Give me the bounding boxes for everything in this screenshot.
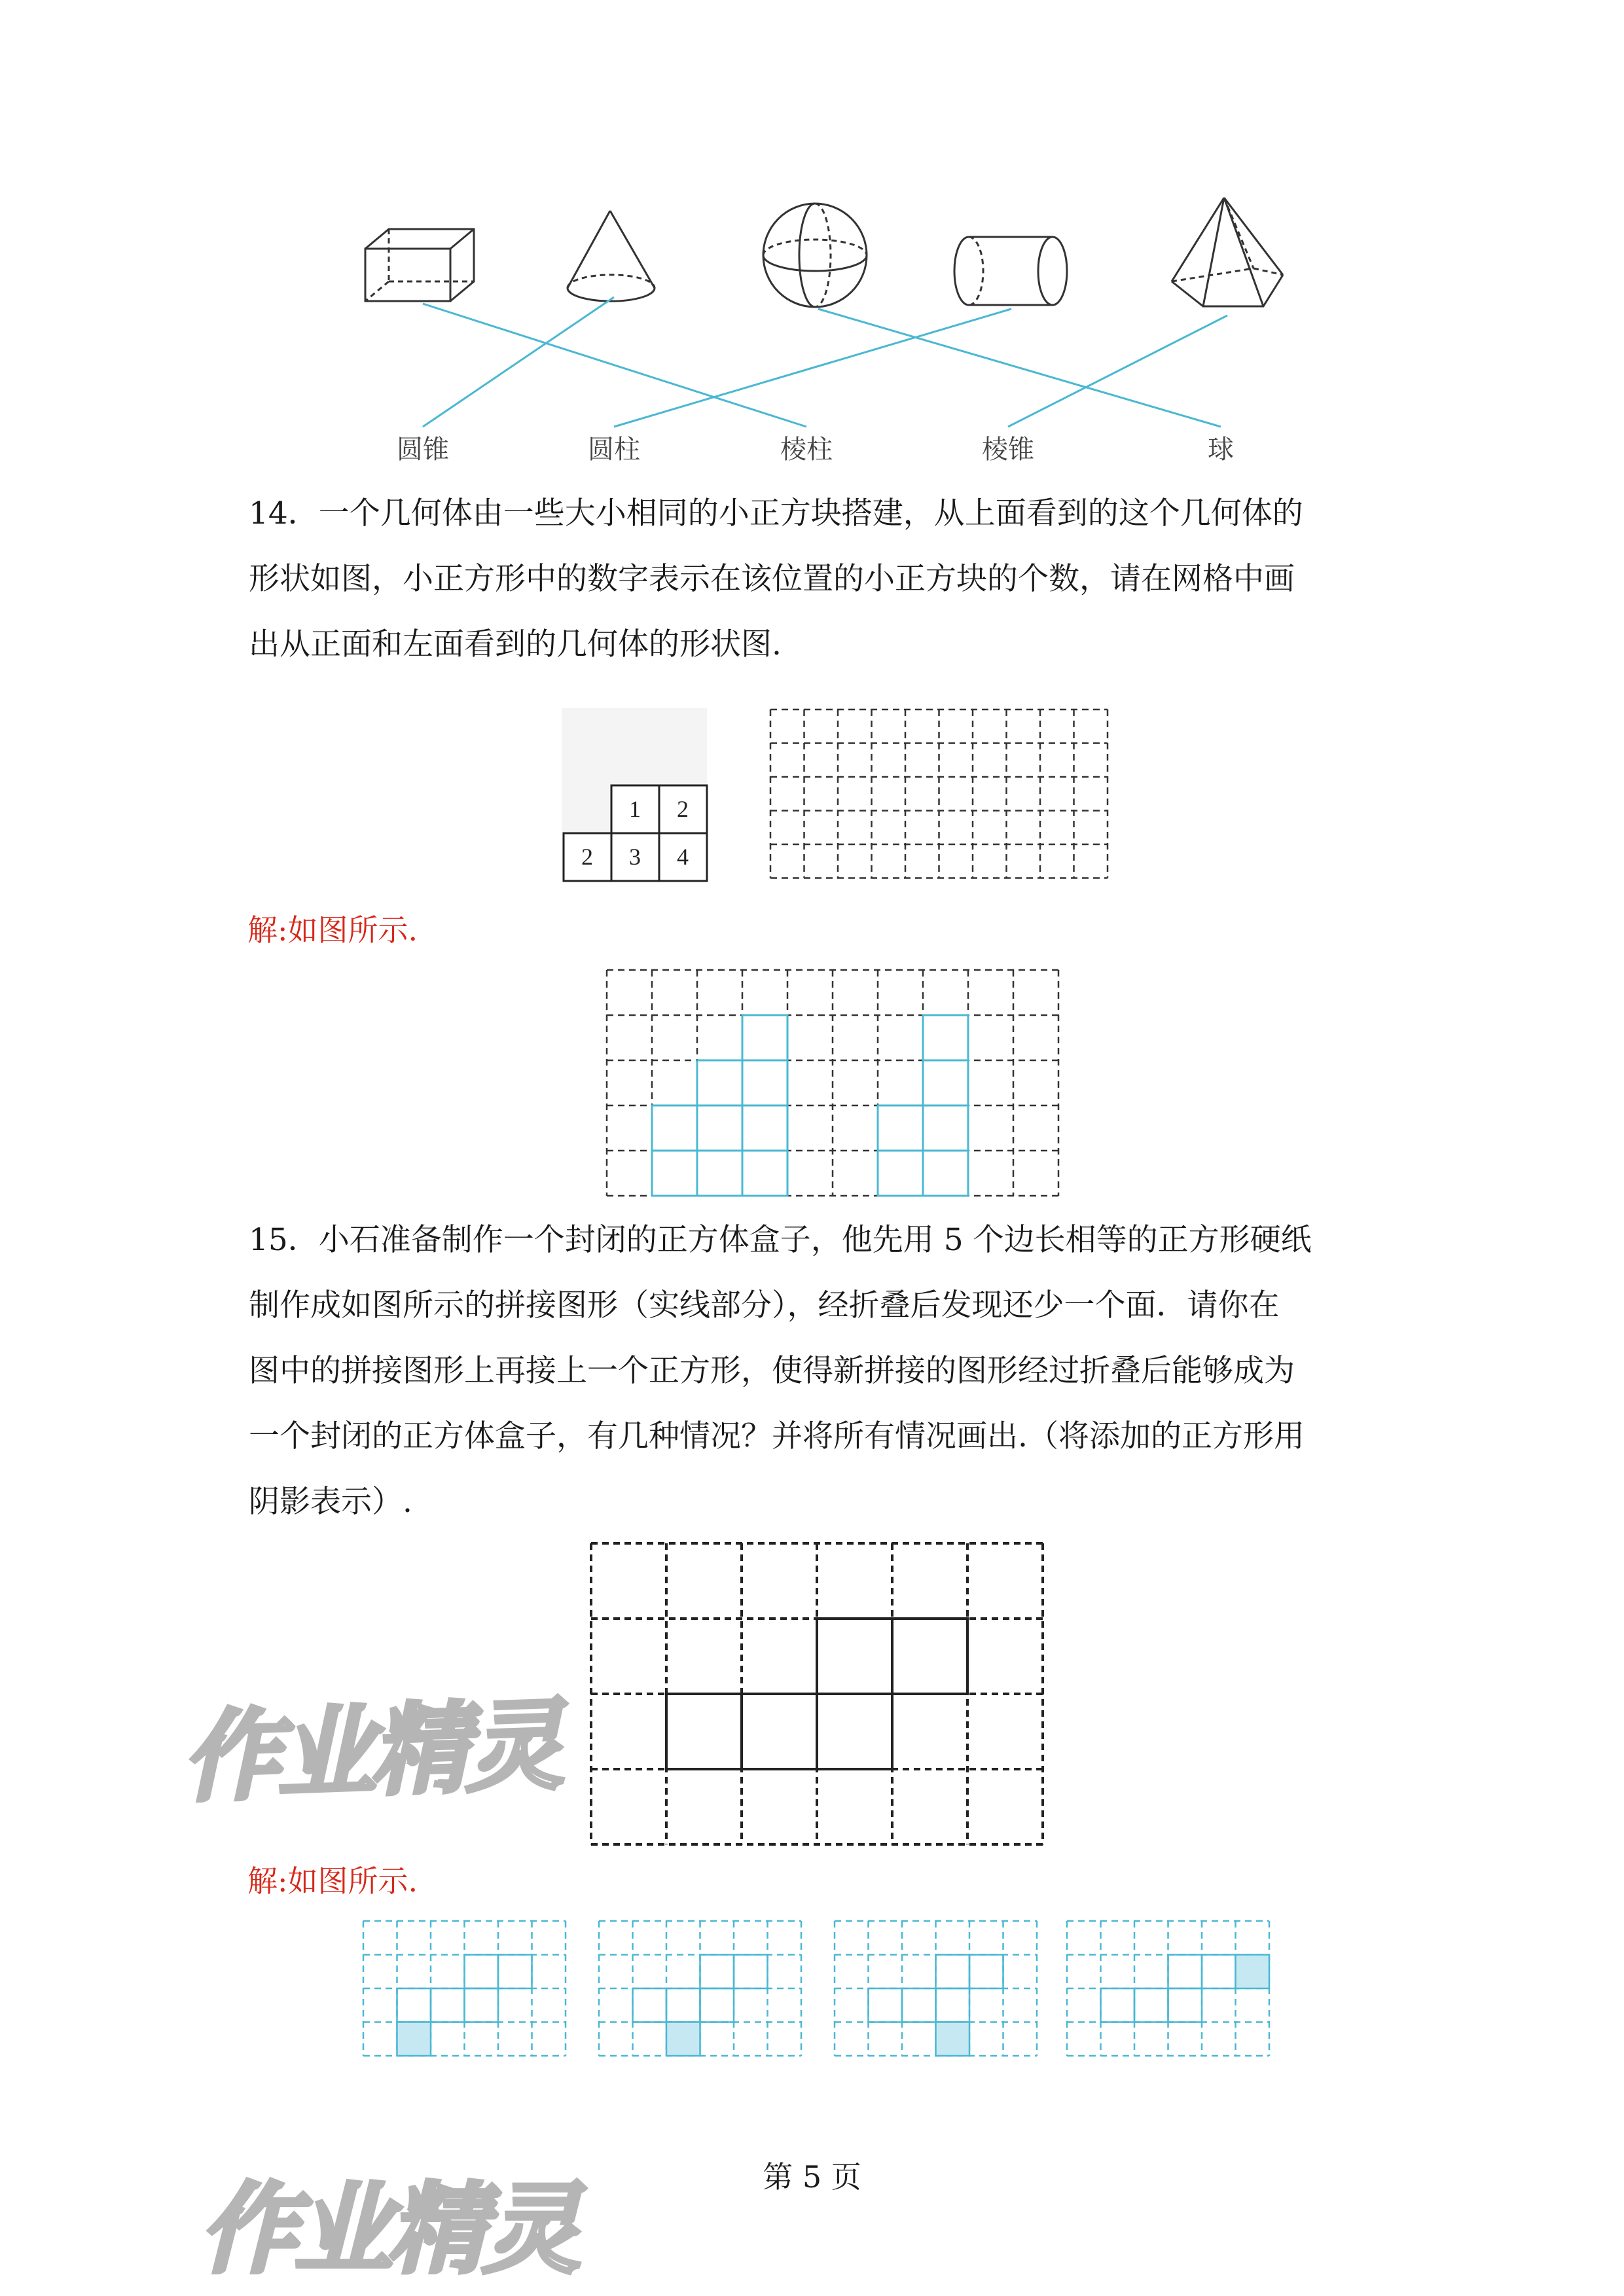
solid-cell bbox=[923, 1015, 968, 1060]
solid-cell bbox=[878, 1105, 923, 1151]
solid-cell bbox=[742, 1694, 817, 1769]
solid-cell bbox=[633, 1988, 667, 2022]
solid-cell bbox=[666, 1988, 700, 2022]
solid-cell bbox=[1101, 1988, 1135, 2022]
solid-cell bbox=[878, 1151, 923, 1196]
solid-cell bbox=[465, 1988, 499, 2022]
question-15 bbox=[249, 1208, 1401, 1535]
solid-cell bbox=[498, 1955, 532, 1989]
solid-cell bbox=[742, 1015, 787, 1060]
solid-cell bbox=[1168, 1955, 1202, 1989]
solid-cell bbox=[1168, 1988, 1202, 2022]
q15-line-1: 15．小石准备制作一个封闭的正方体盒子，他先用 5 个边长相等的正方形硬纸 bbox=[249, 1222, 1312, 1258]
top-view-num: 3 bbox=[629, 844, 641, 870]
q14-solution-grid bbox=[605, 969, 1064, 1198]
q15-solution-label: 解:如图所示. bbox=[247, 1863, 418, 1899]
solid-cell bbox=[742, 1060, 787, 1105]
label-prism: 棱柱 bbox=[780, 435, 833, 465]
label-pyramid: 棱锥 bbox=[982, 435, 1034, 465]
label-cylinder: 圆柱 bbox=[588, 435, 640, 465]
q15-line-2: 制作成如图所示的拼接图形（实线部分），经折叠后发现还少一个面．请你在 bbox=[249, 1287, 1280, 1323]
solid-cell bbox=[700, 1988, 734, 2022]
q15-line-4: 一个封闭的正方体盒子，有几种情况？并将所有情况画出.（将添加的正方形用 bbox=[249, 1418, 1305, 1454]
solid-cell bbox=[742, 1105, 787, 1151]
solid-cell bbox=[700, 1955, 734, 1989]
q14-empty-grid[interactable] bbox=[769, 708, 1110, 880]
label-cone: 圆锥 bbox=[397, 435, 449, 465]
q14-solution-label: 解:如图所示. bbox=[247, 912, 418, 948]
solid-cell bbox=[817, 1694, 892, 1769]
solid-cell bbox=[742, 1151, 787, 1196]
solid-cell bbox=[936, 1955, 970, 1989]
solid-cell bbox=[923, 1060, 968, 1105]
top-view-num: 4 bbox=[677, 844, 689, 870]
solid-cell bbox=[465, 1955, 499, 1989]
q15-line-3: 图中的拼接图形上再接上一个正方形，使得新拼接的图形经过折叠后能够成为 bbox=[249, 1353, 1295, 1389]
q15-solution-grids bbox=[0, 1918, 1624, 2068]
solid-cell bbox=[817, 1619, 892, 1694]
solid-cell bbox=[923, 1105, 968, 1151]
q14-line-1: 14．一个几何体由一些大小相同的小正方块搭建，从上面看到的这个几何体的 bbox=[249, 495, 1303, 531]
solid-cell bbox=[923, 1151, 968, 1196]
solid-cell bbox=[652, 1151, 697, 1196]
solid-cell bbox=[734, 1955, 768, 1989]
watermark: 作业精灵 bbox=[180, 1688, 562, 1816]
solid-cell bbox=[969, 1955, 1003, 1989]
q15-net-grid[interactable] bbox=[589, 1541, 1047, 1849]
top-view-num: 1 bbox=[629, 796, 641, 822]
page-number: 第 5 页 bbox=[763, 2159, 861, 2195]
solid-cell bbox=[869, 1988, 903, 2022]
top-view-num: 2 bbox=[677, 796, 689, 822]
solid-cell bbox=[697, 1151, 742, 1196]
solid-cell bbox=[1134, 1988, 1168, 2022]
solid-cell bbox=[652, 1105, 697, 1151]
solid-cell bbox=[666, 2022, 700, 2056]
q14-line-2: 形状如图，小正方形中的数字表示在该位置的小正方块的个数，请在网格中画 bbox=[249, 561, 1295, 597]
solid-cell bbox=[892, 1619, 967, 1694]
q15-line-5: 阴影表示）. bbox=[249, 1484, 412, 1520]
solid-cell bbox=[397, 2022, 431, 2056]
q14-line-3: 出从正面和左面看到的几何体的形状图. bbox=[249, 626, 782, 662]
solid-cell bbox=[697, 1105, 742, 1151]
solid-cell bbox=[397, 1988, 431, 2022]
solid-cell bbox=[1202, 1955, 1236, 1989]
top-view-num: 2 bbox=[581, 844, 593, 870]
solid-cell bbox=[431, 1988, 465, 2022]
solid-cell bbox=[902, 1988, 936, 2022]
solid-cell bbox=[936, 2022, 970, 2056]
solid-cell bbox=[697, 1060, 742, 1105]
solid-cell bbox=[936, 1988, 970, 2022]
watermark-bottom: 作业精灵 bbox=[200, 2173, 577, 2287]
solid-cell bbox=[1236, 1955, 1270, 1989]
label-sphere: 球 bbox=[1208, 435, 1234, 465]
solid-cell bbox=[666, 1694, 742, 1769]
